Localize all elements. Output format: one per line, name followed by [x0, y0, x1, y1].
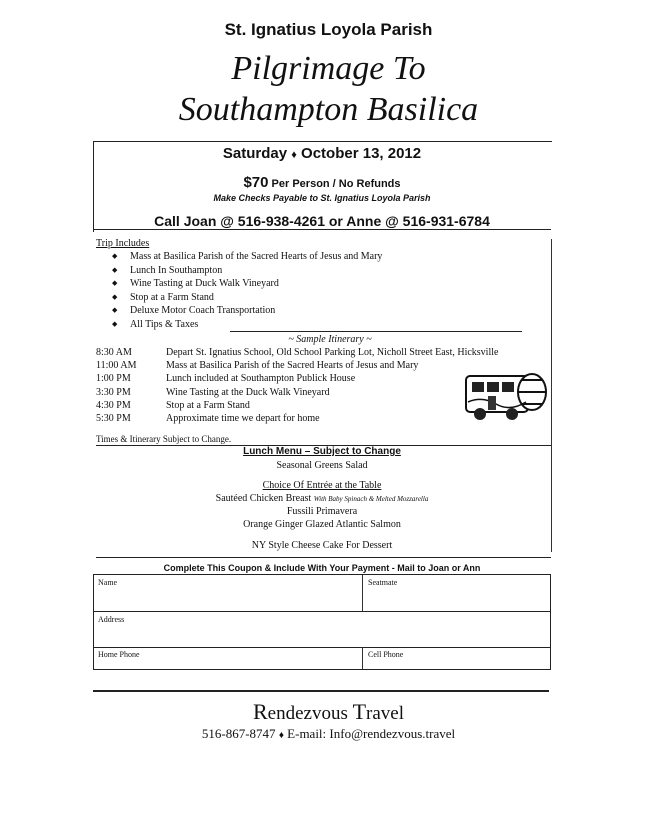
list-item: ◆ Stop at a Farm Stand — [112, 291, 382, 305]
event-box-bottom-rule — [93, 229, 551, 230]
list-item: ◆ Mass at Basilica Parish of the Sacred Hearts of Jesus and Mary — [112, 250, 382, 264]
price: $70 — [243, 174, 269, 191]
diamond-icon: ♦ — [278, 730, 284, 741]
diamond-icon: ♦ — [291, 149, 297, 161]
coupon-form — [93, 574, 551, 670]
menu-dessert: NY Style Cheese Cake For Dessert — [251, 540, 393, 551]
email-label: E-mail: — [287, 726, 327, 741]
coupon-row-divider — [94, 647, 550, 648]
footer-rule — [93, 690, 549, 692]
name-field[interactable] — [98, 578, 117, 587]
list-item: ◆ Wine Tasting at Duck Walk Vineyard — [112, 277, 382, 291]
menu-bottom-rule — [96, 557, 551, 558]
menu-entree-pasta: Fussili Primavera — [286, 506, 358, 517]
entree-detail: With Baby Spinach & Melted Mozzarella — [313, 495, 429, 503]
coupon-heading: Complete This Coupon & Include With Your Payment - Mail to Joan or Ann — [163, 563, 481, 573]
call-contact: Call Joan @ 516-938-4261 or Anne @ 516-931-6784 — [154, 213, 490, 229]
menu-entree-salmon: Orange Ginger Glazed Atlantic Salmon — [243, 519, 401, 530]
right-border-line — [551, 239, 552, 552]
wine-barrel-illustration — [462, 362, 550, 428]
coupon-col-divider — [362, 647, 363, 669]
list-item: ◆ Lunch In Southampton — [112, 264, 382, 278]
itinerary-table — [96, 346, 498, 425]
itinerary-heading: ~ Sample Itinerary ~ — [288, 334, 372, 345]
table-row: 1:00 PM Lunch included at Southampton Publick House — [96, 373, 356, 385]
address-field[interactable] — [98, 615, 124, 624]
entree-name: Sautéed Chicken Breast — [215, 493, 312, 504]
table-row: 4:30 PM Stop at a Farm Stand — [96, 399, 250, 411]
seatmate-field[interactable] — [368, 578, 397, 587]
coupon-col-divider — [362, 575, 363, 611]
home-phone-field[interactable] — [98, 650, 140, 659]
title-line-1: Pilgrimage To — [231, 50, 426, 87]
home-phone-label: Home Phone — [98, 650, 140, 659]
trip-includes-heading: Trip Includes — [96, 238, 150, 249]
cell-phone-field[interactable] — [368, 650, 403, 659]
name-label: Name — [98, 578, 118, 587]
seatmate-label: Seatmate — [368, 578, 398, 587]
entree-choice-heading: Choice Of Entrée at the Table — [262, 480, 382, 491]
checks-payable: Make Checks Payable to St. Ignatius Loyola Parish — [213, 193, 431, 203]
table-row: 5:30 PM Approximate time we depart for home — [96, 413, 320, 425]
table-row: 8:30 AM Depart St. Ignatius School, Old School Parking Lot, Nicholl Street East, Hicksville — [96, 347, 499, 358]
agency-name: Rendezvous Travel — [252, 699, 405, 724]
table-row: 11:00 AM Mass at Basilica Parish of the Sacred Hearts of Jesus and Mary — [96, 360, 419, 372]
trip-includes-list — [112, 250, 382, 332]
agency-contact — [0, 726, 657, 742]
itinerary-top-rule — [230, 331, 522, 332]
list-item: ◆ Deluxe Motor Coach Transportation — [112, 304, 382, 318]
email-link[interactable]: Info@rendezvous.travel — [329, 726, 456, 741]
cell-phone-label: Cell Phone — [368, 650, 404, 659]
list-item: ◆ All Tips & Taxes — [112, 318, 382, 332]
address-label: Address — [98, 615, 125, 624]
event-day: Saturday — [222, 145, 288, 162]
price-line — [93, 174, 551, 191]
price-terms: Per Person / No Refunds — [271, 178, 401, 190]
itinerary-note: Times & Itinerary Subject to Change. — [96, 434, 232, 444]
table-row: 3:30 PM Wine Tasting at the Duck Walk Vineyard — [96, 386, 330, 398]
event-date-value: October 13, 2012 — [301, 145, 422, 162]
menu-entree-chicken — [93, 493, 551, 504]
menu-starter: Seasonal Greens Salad — [276, 460, 368, 471]
coupon-row-divider — [94, 611, 550, 612]
agency-phone: 516-867-8747 — [201, 726, 276, 741]
lunch-menu-heading: Lunch Menu – Subject to Change — [243, 446, 401, 457]
title-line-2: Southampton Basilica — [178, 91, 479, 128]
parish-name: St. Ignatius Loyola Parish — [224, 20, 433, 39]
event-date — [93, 145, 551, 162]
